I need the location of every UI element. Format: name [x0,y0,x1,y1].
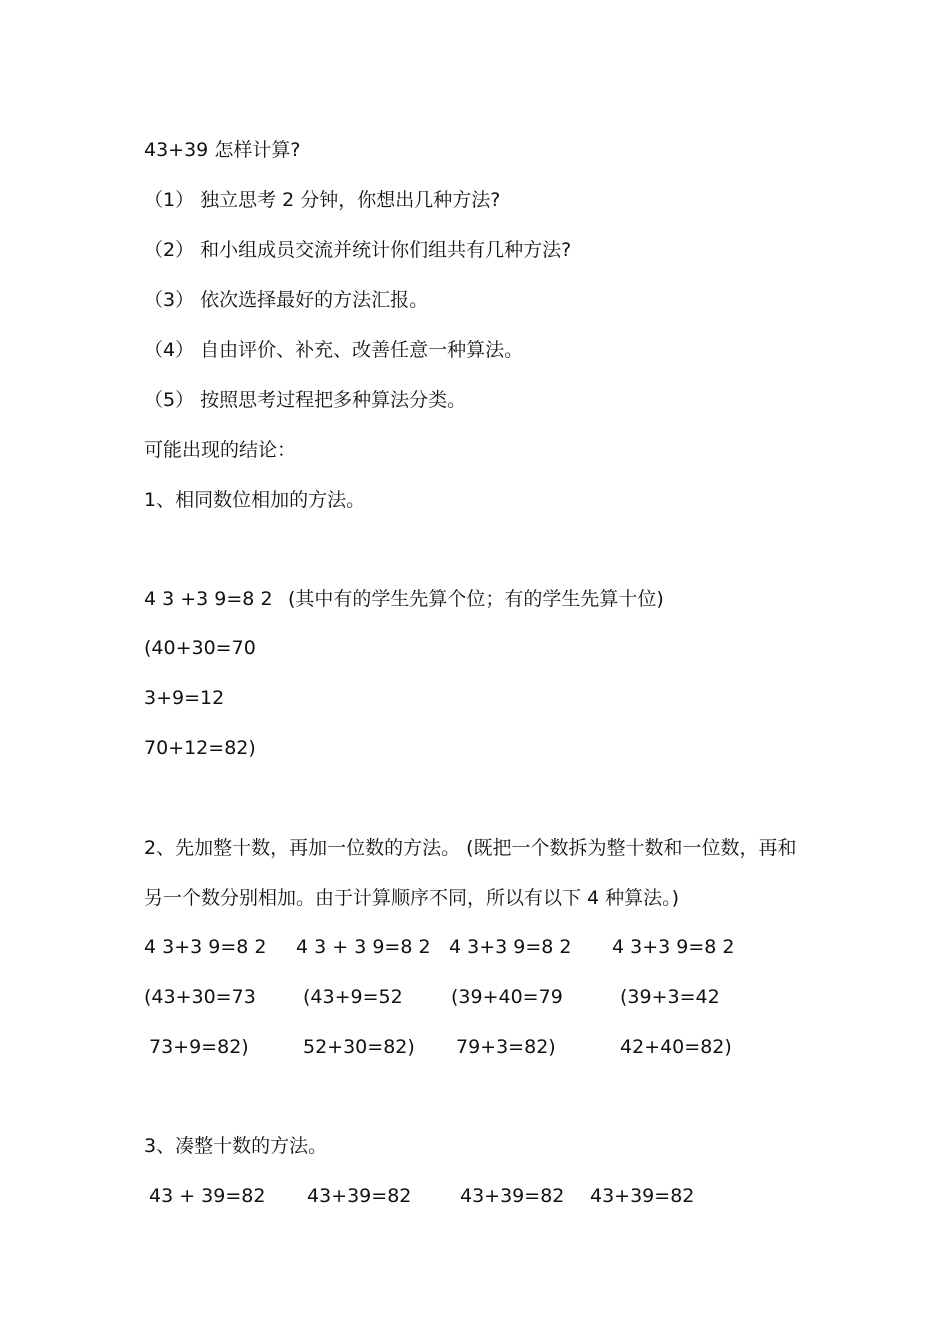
method3-equation-1: 43 + 39=82 [149,1185,266,1207]
method2-col4-step1: (39+3=42 [620,986,720,1008]
problem-title: 43+39 怎样计算? [144,139,301,161]
step-3: （3） 依次选择最好的方法汇报。 [144,289,429,311]
method2-col2-step2: 52+30=82) [303,1036,415,1058]
step-4: （4） 自由评价、补充、改善任意一种算法。 [144,339,524,361]
method2-col2-step1: (43+9=52 [303,986,403,1008]
step-1: （1） 独立思考 2 分钟，你想出几种方法? [144,189,501,211]
method2-col3-step2: 79+3=82) [456,1036,556,1058]
method1-note: (其中有的学生先算个位；有的学生先算十位) [288,588,664,610]
method2-col1-step1: (43+30=73 [144,986,256,1008]
method2-col4-step2: 42+40=82) [620,1036,732,1058]
method3-heading: 3、凑整十数的方法。 [144,1135,328,1157]
method2-heading-cont: 另一个数分别相加。由于计算顺序不同，所以有以下 4 种算法。) [144,887,680,909]
method2-col1-step2: 73+9=82) [149,1036,249,1058]
method1-work-line: 70+12=82) [144,737,256,759]
method3-equation-2: 43+39=82 [307,1185,412,1207]
method2-col3-step1: (39+40=79 [451,986,563,1008]
method2-col2-equation: 4 3 + 3 9=8 2 [296,936,431,958]
step-2: （2） 和小组成员交流并统计你们组共有几种方法? [144,239,572,261]
method3-equation-4: 43+39=82 [590,1185,695,1207]
method2-heading: 2、先加整十数，再加一位数的方法。 (既把一个数拆为整十数和一位数，再和 [144,837,797,859]
method1-equation: 4 3 +3 9=8 2 [144,588,273,610]
method1-heading: 1、相同数位相加的方法。 [144,489,366,511]
conclusion-heading: 可能出现的结论： [144,439,297,461]
method1-work-line: 3+9=12 [144,687,225,709]
step-5: （5） 按照思考过程把多种算法分类。 [144,389,467,411]
method2-col1-equation: 4 3+3 9=8 2 [144,936,267,958]
method2-col4-equation: 4 3+3 9=8 2 [612,936,735,958]
method2-col3-equation: 4 3+3 9=8 2 [449,936,572,958]
method3-equation-3: 43+39=82 [460,1185,565,1207]
method1-work-line: (40+30=70 [144,637,256,659]
